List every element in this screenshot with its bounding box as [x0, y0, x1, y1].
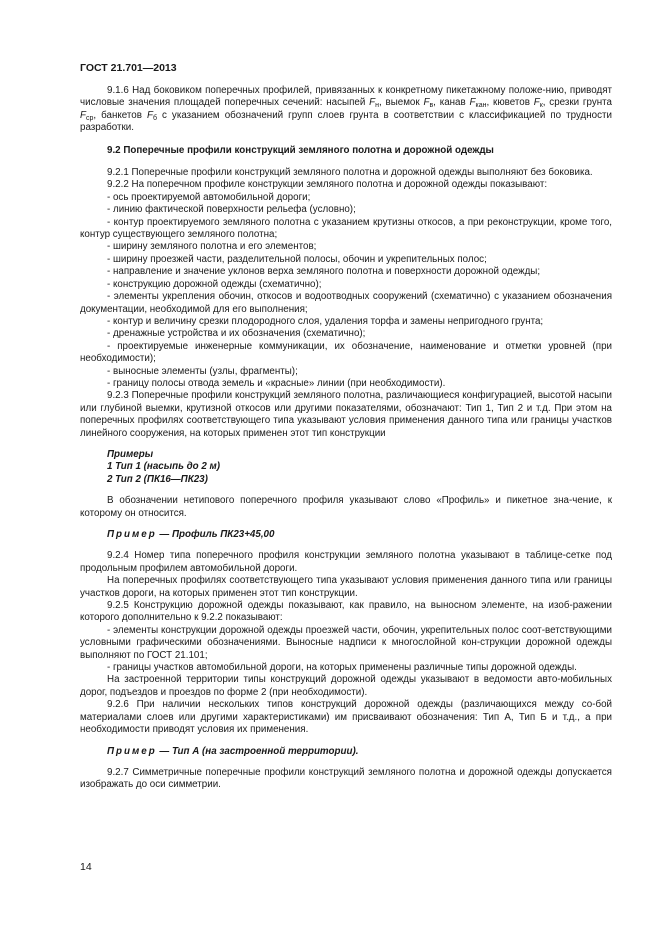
page-number: 14: [80, 861, 92, 873]
paragraph: На застроенной территории типы конструкций дорожной одежды указывают в ведомости авто-мобильных дорог, подъездов и проездов по форме 2 (при необходимости).: [80, 674, 612, 698]
example-item: 1 Тип 1 (насыпь до 2 м): [107, 461, 221, 473]
list-item: - ширину проезжей части, разделительной полосы, обочин и укрепительных полос;: [107, 253, 487, 265]
paragraph-9-1-6: 9.1.6 Над боковиком поперечных профилей, привязанных к конкретному пикетажному положе-нию, приводят числовые значения площадей поперечных сечений: насыпей $F_н$, выемок $F_в$, канав $F_{кан}$, кюветов $F_к$, срезки грунта $F_{ср}$, банкетов $F_б$ с указанием обозначений групп слоев грунта в соответствии с классификацией по трудности разработки.: [80, 85, 612, 134]
example-item: 2 Тип 2 (ПК16—ПК23): [107, 473, 208, 485]
paragraph: 9.2.6 При наличии нескольких типов конструкций дорожной одежды (различающихся между со-бой материалами слоев или другими характеристиками) им присваивают обозначения: Тип А, Тип Б и т.д., а при необходимости приводят условия их применения.: [80, 699, 612, 736]
example-note: Пример — Профиль ПК23+45,00: [107, 529, 275, 540]
list-item: - контур и величину срезки плодородного слоя, удаления торфа и замены непригодного грунта;: [107, 315, 544, 327]
list-item: - контур проектируемого земляного полотна с указанием крутизны откосов, а при реконструкции, кроме того, контур существующего земляного полотна;: [80, 216, 612, 241]
list-item: - выносные элементы (узлы, фрагменты);: [107, 365, 298, 377]
list-item: - линию фактической поверхности рельефа (условно);: [107, 204, 356, 216]
list-item: - ось проектируемой автомобильной дороги;: [107, 191, 311, 203]
list-item: - направление и значение уклонов верха земляного полотна и поверхности дорожной одежды;: [107, 266, 541, 278]
paragraph: В обозначении нетипового поперечного профиля указывают слово «Профиль» и пикетное зна-чение, к которому он относится.: [80, 495, 612, 519]
paragraph: 9.2.2 На поперечном профиле конструкции земляного полотна и дорожной одежды показывают:: [107, 179, 548, 191]
document-header: ГОСТ 21.701—2013: [80, 62, 177, 74]
list-item: - дренажные устройства и их обозначения (схематично);: [107, 328, 366, 340]
list-item: - границу полосы отвода земель и «красные» линии (при необходимости).: [107, 377, 446, 389]
list-item: - элементы конструкции дорожной одежды проезжей части, обочин, укрепительных полос соот-ветствующими условными графическими обозначениями. Выносные надписи к многослойной кон-струкции дорожной одежды выполняют по ГОСТ 21.101;: [80, 624, 612, 661]
list-item: - ширину земляного полотна и его элементов;: [107, 241, 317, 253]
paragraph: 9.2.7 Симметричные поперечные профили конструкций земляного полотна и дорожной одежды допускается изображать до оси симметрии.: [80, 766, 612, 791]
examples-title: Примеры: [107, 448, 154, 460]
paragraph: На поперечных профилях соответствующего типа указывают условия применения данного типа или границы участков дороги, на которых применен этот тип конструкции.: [80, 575, 612, 599]
example-note: Пример — Тип А (на застроенной территории).: [107, 745, 359, 757]
paragraph: 9.2.1 Поперечные профили конструкций земляного полотна и дорожной одежды выполняют без боковика.: [107, 167, 593, 179]
paragraph: 9.2.4 Номер типа поперечного профиля конструкции земляного полотна указывают в таблице-сетке под продольным профилем автомобильной дороги.: [80, 550, 612, 574]
paragraph: 9.2.3 Поперечные профили конструкций земляного полотна, различающиеся конфигурацией, высотой насыпи или глубиной выемки, крутизной откосов или другими показателями, обозначают: Тип 1, Тип 2 и т.д. При этом на поперечных профилях соответствующего типа указывают условия применения данного типа или границы участков линейного сооружения, на которых применен этот тип конструкции: [80, 390, 612, 439]
list-item: - элементы укрепления обочин, откосов и водоотводных сооружений (схематично) с указанием обозначения документации, необходимой для его выполнения;: [80, 291, 612, 315]
paragraph: 9.2.5 Конструкцию дорожной одежды показывают, как правило, на выносном элементе, на изоб-ражении которого дополнительно к 9.2.2 показывают:: [80, 600, 612, 624]
list-item: - проектируемые инженерные коммуникации, их обозначение, наименование и отметки уровней (при необходимости);: [80, 340, 612, 365]
page-body: [80, 85, 612, 792]
section-title: 9.2 Поперечные профили конструкций земляного полотна и дорожной одежды: [107, 144, 494, 156]
list-item: - границы участков автомобильной дороги, на которых применены различные типы дорожной одежды.: [107, 662, 577, 674]
list-item: - конструкцию дорожной одежды (схематично);: [107, 278, 322, 290]
